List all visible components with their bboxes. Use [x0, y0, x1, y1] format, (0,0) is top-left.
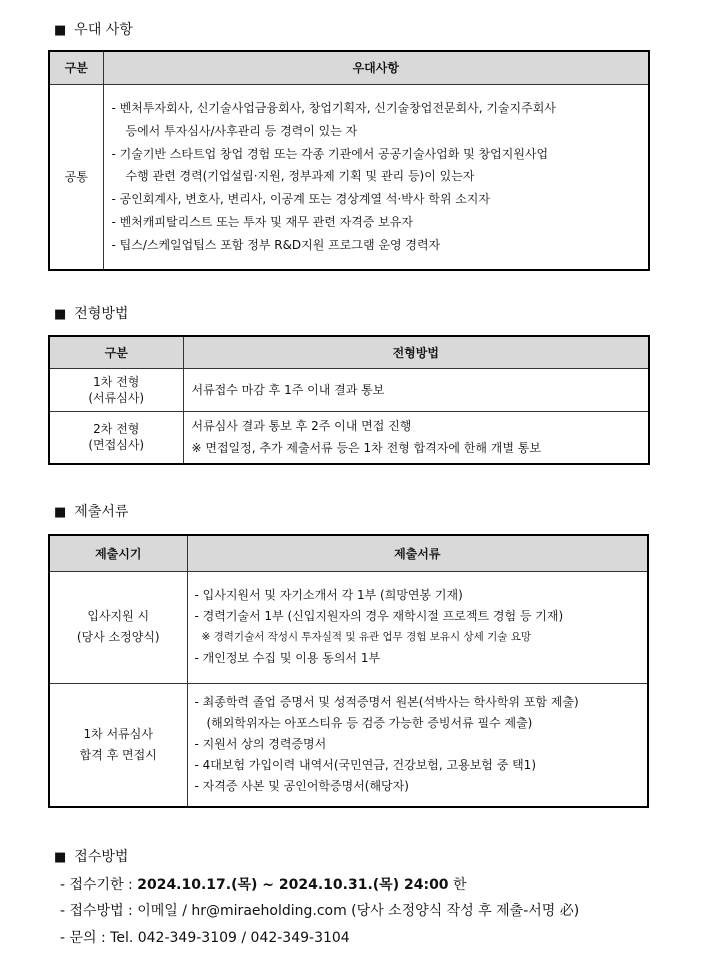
documents-table	[48, 534, 649, 808]
section-title-documents: ■ 제출서류	[54, 504, 129, 520]
preferences-table	[48, 50, 650, 271]
square-bullet-icon: ■	[54, 307, 67, 322]
header-preferences: 우대사항	[103, 51, 649, 84]
pref-line: - 벤처캐피탈리스트 또는 투자 및 재무 관련 자격증 보유자	[111, 214, 413, 229]
square-bullet-icon: ■	[54, 505, 67, 520]
stage-1-cell: 1차 전형 (서류심사)	[49, 369, 183, 412]
selection-table	[48, 335, 650, 465]
timing-application: 입사지원 시 (당사 소정양식)	[49, 571, 187, 683]
header-documents: 제출서류	[187, 535, 648, 571]
pref-line: 수행 관련 경력(기업설립·지원, 정부과제 기획 및 관리 등)이 있는자	[125, 169, 475, 184]
header-category: 구분	[49, 51, 103, 84]
section-title-preferences: ■ 우대 사항	[54, 22, 133, 38]
timing-interview: 1차 서류심사 합격 후 면접시	[49, 683, 187, 807]
square-bullet-icon: ■	[54, 850, 67, 865]
pref-line: - 벤처투자회사, 신기술사업금융회사, 창업기획자, 신기술창업전문회사, 기술지주회사	[111, 100, 556, 115]
square-bullet-icon: ■	[54, 23, 67, 38]
header-timing: 제출시기	[49, 535, 187, 571]
deadline-value: 2024.10.17.(목) ~ 2024.10.31.(목) 24:00	[137, 877, 449, 893]
pref-line: - 기술기반 스타트업 창업 경험 또는 각종 기관에서 공공기술사업화 및 창업지원사업	[111, 146, 549, 161]
pref-line: - 공인회계사, 변호사, 변리사, 이공계 또는 경상계열 석·박사 학위 소지자	[111, 192, 490, 207]
header-selection-method: 전형방법	[183, 336, 649, 369]
contact-line: - 문의 : Tel. 042-349-3109 / 042-349-3104	[60, 930, 350, 946]
stage-2-cell: 2차 전형 (면접심사)	[49, 412, 183, 464]
section-title-selection: ■ 전형방법	[54, 306, 129, 322]
preferences-list	[103, 84, 649, 270]
row-label-common: 공통	[49, 84, 103, 270]
method-line: - 접수방법 : 이메일 / hr@miraeholding.com (당사 소정양식 작성 후 제출-서명 必)	[60, 903, 580, 919]
pref-line: - 팁스/스케일업팁스 포함 정부 R&D지원 프로그램 운영 경력자	[111, 237, 441, 252]
pref-line: 등에서 투자심사/사후관리 등 경력이 있는 자	[125, 123, 358, 138]
stage-1-method: 서류접수 마감 후 1주 이내 결과 통보	[183, 369, 649, 412]
header-category: 구분	[49, 336, 183, 369]
stage-2-method: 서류심사 결과 통보 후 2주 이내 면접 진행 ※ 면접일정, 추가 제출서류 등은 1차 전형 합격자에 한해 개별 통보	[183, 412, 649, 464]
documents-interview: - 최종학력 졸업 증명서 및 성적증명서 원본(석박사는 학사학위 포함 제출) (해외학위자는 아포스티유 등 검증 가능한 증빙서류 필수 제출) - 지원서 상의 경력증명서 - 4대보험 가입이력 내역서(국민연금, 건강보험, 고용보험 중 택1) - 자격증 사본 및 공인어학증명서(해당자)	[187, 683, 648, 807]
deadline-line: - 접수기한 : 2024.10.17.(목) ~ 2024.10.31.(목) 24:00 한	[60, 877, 467, 893]
documents-application: - 입사지원서 및 자기소개서 각 1부 (희망연봉 기재) - 경력기술서 1부 (신입지원자의 경우 재학시절 프로젝트 경험 등 기재) ※ 경력기술서 작성시 투자실적 및 유관 업무 경험 보유시 상세 기술 요망 - 개인정보 수집 및 이용 동의서 1부	[187, 571, 648, 683]
section-title-application: ■ 접수방법	[54, 849, 129, 865]
